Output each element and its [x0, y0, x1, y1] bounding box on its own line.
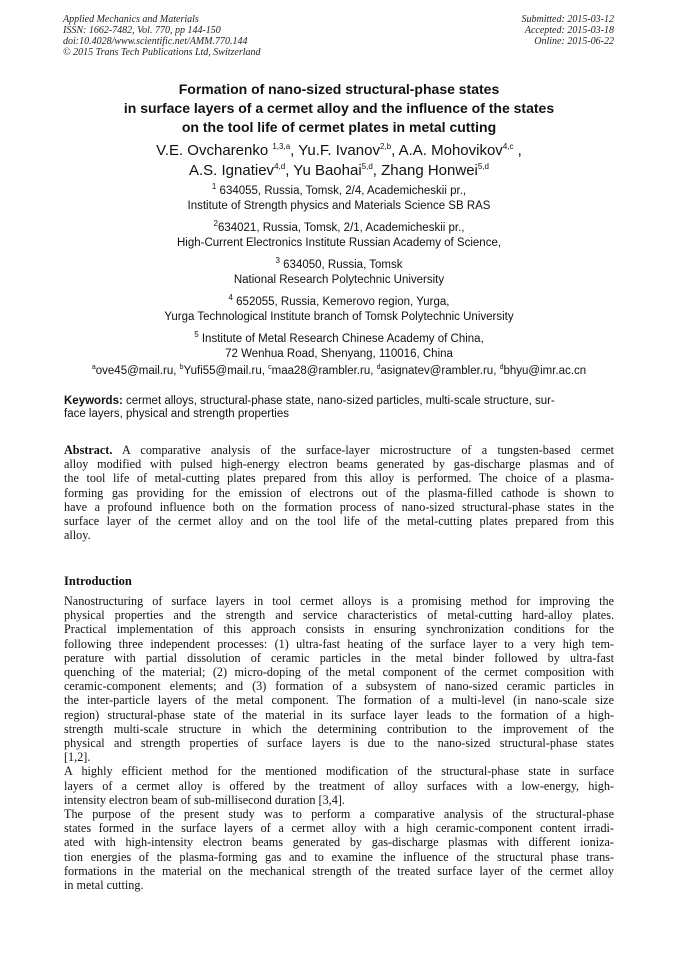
affiliation-number: 5: [194, 330, 199, 340]
abstract-line: alloy modified with pulsed high-energy electron beams generated by gas-discharge plasmas and of: [64, 457, 614, 472]
dates-header: [522, 14, 615, 47]
abstract-paragraph: [64, 443, 614, 542]
author-affiliation-mark: 4,c: [502, 142, 514, 151]
introduction-line: intensity electron beam of sub-millisecond duration [3,4].: [64, 792, 345, 807]
introduction-line: physical properties and the strength and service characteristics of metal-cutting hard-alloy plates.: [64, 608, 614, 623]
author-list: [40, 141, 638, 181]
affiliation-number: 4: [228, 293, 233, 303]
affiliation: [40, 184, 638, 214]
author-line: [40, 161, 638, 181]
paper-title: [40, 80, 638, 137]
affiliation-institution: National Research Polytechnic University: [233, 274, 445, 286]
author-name: Zhang Honwei: [381, 162, 478, 179]
copyright: © 2015 Trans Tech Publications Ltd, Switzerland: [63, 47, 261, 58]
email-link[interactable]: asignatev@rambler.ru,: [380, 365, 500, 377]
abstract-line: have a profound influence both on the formation process of nano-sized structural-phase states in the: [64, 499, 614, 514]
introduction-line: layers of a cermet alloy is offered by the treatment of alloy surfaces with a low-energy, high-: [64, 778, 614, 793]
affiliation: [40, 221, 638, 251]
introduction-line: A highly efficient method for the mentioned modification of the structural-phase state in surface: [64, 764, 614, 779]
introduction-line: ceramic-component elements; and (3) formation of a subsystem of nano-sized ceramic particles in: [64, 679, 614, 694]
author-affiliation-mark: 5,d: [361, 162, 373, 171]
introduction-line: states formed in the surface layers of a cermet alloy with a high ceramic-component content irradi-: [64, 821, 614, 836]
author-name: A.S. Ignatiev: [189, 162, 275, 179]
author-name: Yu.F. Ivanov: [298, 142, 380, 159]
accepted-date: Accepted: 2015-03-18: [524, 25, 614, 36]
email-mark: d: [376, 364, 381, 372]
affiliation-address: 652055, Russia, Kemerovo region, Yurga,: [232, 296, 450, 308]
affiliation-list: [40, 184, 638, 379]
section-heading-introduction: Introduction: [64, 574, 132, 588]
affiliation-institution: High-Current Electronics Institute Russian Academy of Science,: [176, 237, 502, 249]
author-name: A.A. Mohovikov: [398, 142, 503, 159]
author-separator: ,: [372, 162, 382, 179]
title-line: in surface layers of a cermet alloy and the influence of the states: [123, 100, 555, 116]
affiliation-institution: 72 Wenhua Road, Shenyang, 110016, China: [225, 348, 453, 360]
introduction-line: quenching of the material; (2) micro-doping of the metal component of the cermet composition with: [64, 665, 614, 680]
email-list: [40, 364, 638, 379]
affiliation-institution: Yurga Technological Institute branch of Tomsk Polytechnic University: [164, 311, 514, 323]
doi-link[interactable]: doi:10.4028/www.scientific.net/AMM.770.144: [63, 36, 248, 47]
keywords-block: [64, 395, 614, 421]
email-mark: b: [179, 364, 184, 372]
introduction-body: [64, 594, 614, 892]
author-affiliation-mark: 2,b: [379, 142, 392, 151]
affiliation: [40, 332, 638, 362]
affiliation-address: 634050, Russia, Tomsk: [279, 259, 403, 271]
author-separator: ,: [290, 142, 299, 159]
online-date: Online: 2015-06-22: [534, 36, 614, 47]
email-link[interactable]: Yufi55@mail.ru,: [183, 365, 269, 377]
introduction-line: Practical implementation of this approach consists in ensuring synchronization conditions for the: [64, 622, 614, 637]
affiliation-number: 3: [275, 256, 280, 266]
introduction-line: perature with partial dissolution of ceramic particles in the metal binder followed by ultra-fast: [64, 650, 614, 665]
introduction-line: following three independent processes: (1) ultra-fast heating of the surface layer to a very high tem-: [64, 636, 614, 651]
author-line: [40, 141, 638, 161]
affiliation-address: Institute of Metal Research Chinese Academy of China,: [198, 333, 484, 345]
issn-volume: ISSN: 1662-7482, Vol. 770, pp 144-150: [63, 25, 221, 36]
introduction-line: the inter-particle layers of the metal component. The formation of a multi-level (in nano-scale size: [64, 693, 614, 708]
author-affiliation-mark: 4,d: [274, 162, 286, 171]
abstract-line: A comparative analysis of the surface-layer microstructure of a tungsten-based cermet: [112, 443, 614, 457]
author-affiliation-mark: 5,d: [477, 162, 489, 171]
journal-header: [63, 14, 261, 58]
affiliation: [40, 258, 638, 288]
introduction-line: Nanostructuring of surface layers in tool cermet alloys is a promising method for improving the: [64, 594, 614, 608]
author-affiliation-mark: 1,3,a: [272, 142, 291, 151]
keywords-text: cermet alloys, structural-phase state, nano-sized particles, multi-scale structure, sur-: [122, 395, 555, 407]
author-name: V.E. Ovcharenko: [156, 142, 273, 159]
introduction-line: The purpose of the present study was to perform a comparative analysis of the structural-phase: [64, 807, 614, 822]
introduction-line: region) structural-phase state of the material in its surface layer leads to the formation of a high-: [64, 707, 614, 722]
affiliation-number: 1: [211, 182, 217, 192]
title-line: on the tool life of cermet plates in metal cutting: [181, 119, 497, 135]
title-line: Formation of nano-sized structural-phase states: [178, 81, 500, 97]
introduction-line: [1,2].: [64, 750, 91, 765]
journal-name: Applied Mechanics and Materials: [63, 14, 199, 25]
email-mark: d: [499, 364, 504, 372]
affiliation-institution: Institute of Strength physics and Materials Science SB RAS: [187, 200, 491, 212]
introduction-line: in metal cutting.: [64, 878, 144, 893]
email-mark: c: [268, 364, 272, 372]
affiliation: [40, 295, 638, 325]
submitted-date: Submitted: 2015-03-12: [521, 14, 614, 25]
abstract-line: surface layer of the cermet alloy and on the tool life of the metal-cutting plates prepared from this: [64, 514, 614, 529]
affiliation-address: 634055, Russia, Tomsk, 2/4, Academicheskii pr.,: [216, 185, 467, 197]
email-link[interactable]: ove45@mail.ru,: [95, 365, 180, 377]
abstract-line: the tool life of metal-cutting plates prepared from this alloy is performed. The choice of a plasma-: [64, 471, 614, 486]
affiliation-number: 2: [213, 219, 218, 229]
introduction-line: physical and strength properties of surface layers is due to the nano-sized structural-phase states: [64, 736, 614, 751]
email-link[interactable]: maa28@rambler.ru,: [271, 365, 377, 377]
keywords-label: Keywords:: [64, 395, 123, 407]
email-link[interactable]: bhyu@imr.ac.cn: [503, 365, 587, 377]
author-separator: ,: [391, 142, 399, 159]
introduction-line: formations in the material on the mechanical strength of the treated surface layer of the cermet alloy: [64, 863, 614, 878]
email-mark: a: [91, 364, 96, 372]
author-separator: ,: [285, 162, 294, 179]
abstract-line: alloy.: [64, 528, 91, 543]
author-name: Yu Baohai: [293, 162, 362, 179]
abstract-line: forming gas providing for the emission of electrons out of the plasma-filled cathode is shown to: [64, 485, 614, 500]
introduction-line: strength multi-scale structure in which the determining contribution to the improvement of the: [64, 721, 614, 736]
introduction-line: tion energies of the plasma-forming gas and to examine the influence of the structural phase trans-: [64, 849, 614, 864]
affiliation-address: 634021, Russia, Tomsk, 2/1, Academicheskii pr.,: [217, 222, 465, 234]
keywords-text: face layers, physical and strength properties: [64, 408, 290, 420]
author-separator: ,: [513, 142, 522, 159]
introduction-line: ated with high-intensity electron beams generated by gas-discharge plasmas with different ioniza-: [64, 835, 614, 850]
abstract-label: Abstract.: [64, 443, 113, 457]
